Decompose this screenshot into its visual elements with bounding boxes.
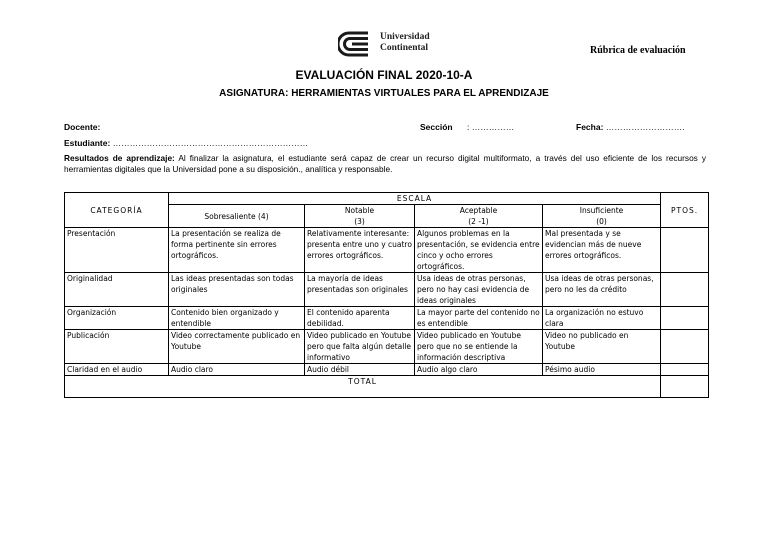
total-row (65, 376, 709, 398)
category-cell: Originalidad (65, 273, 169, 307)
table-header-row (65, 193, 709, 205)
criteria-cell: La mayor parte del contenido no es entendible (415, 307, 543, 330)
document-subtitle: ASIGNATURA: HERRAMIENTAS VIRTUALES PARA EL APRENDIZAJE (219, 88, 549, 99)
rubric-label: Rúbrica de evaluación (590, 45, 686, 56)
seccion-value: : …………… (466, 122, 515, 132)
table-row (65, 330, 709, 364)
level-header: Sobresaliente (4) (169, 205, 305, 228)
fecha-field (576, 122, 685, 132)
criteria-cell: El contenido aparenta debilidad. (305, 307, 415, 330)
category-header: CATEGORÍA (65, 193, 169, 228)
criteria-cell: Usa ideas de otras personas, pero no hay casi evidencia de ideas originales (415, 273, 543, 307)
seccion-label: Sección (420, 122, 453, 132)
criteria-cell: Relativamente interesante: presenta entre uno y cuatro errores ortográficos. (305, 228, 415, 273)
university-name-line1: Universidad (380, 32, 430, 42)
category-cell: Presentación (65, 228, 169, 273)
university-name-line2: Continental (380, 43, 429, 53)
total-points-cell[interactable] (661, 376, 709, 398)
learning-outcomes-text: Al finalizar la asignatura, el estudiante será capaz de crear un recurso digital multiformato, a través del uso eficiente de los recursos y herramientas digitales que la Universidad pone a su disposición., analítica y responsable. (64, 153, 706, 174)
criteria-cell: Pésimo audio (543, 364, 661, 376)
criteria-cell: Las ideas presentadas son todas originales (169, 273, 305, 307)
category-cell: Claridad en el audio (65, 364, 169, 376)
rubric-table (64, 192, 709, 398)
fecha-value: ………………………. (603, 122, 685, 132)
criteria-cell: Mal presentada y se evidencian más de nueve errores ortográficos. (543, 228, 661, 273)
criteria-cell: Video publicado en Youtube pero que falta algún detalle informativo (305, 330, 415, 364)
learning-outcomes-label: Resultados de aprendizaje: (64, 153, 175, 163)
criteria-cell: La presentación se realiza de forma pertinente sin errores ortográficos. (169, 228, 305, 273)
estudiante-label: Estudiante: (64, 138, 111, 148)
points-cell[interactable] (661, 228, 709, 273)
criteria-cell: La mayoría de ideas presentadas son originales (305, 273, 415, 307)
scale-header: ESCALA (169, 193, 661, 205)
estudiante-field (64, 138, 308, 148)
table-row (65, 228, 709, 273)
category-cell: Publicación (65, 330, 169, 364)
points-cell[interactable] (661, 330, 709, 364)
criteria-cell: Video no publicado en Youtube (543, 330, 661, 364)
level-header: Insuficiente (0) (543, 205, 661, 228)
university-logo-icon (338, 30, 374, 58)
criteria-cell: Audio algo claro (415, 364, 543, 376)
category-cell: Organización (65, 307, 169, 330)
document-title: EVALUACIÓN FINAL 2020-10-A (295, 68, 473, 82)
criteria-cell: Audio débil (305, 364, 415, 376)
table-row (65, 273, 709, 307)
criteria-cell: Video correctamente publicado en Youtube (169, 330, 305, 364)
seccion-field (420, 122, 514, 132)
level-header: Notable (3) (305, 205, 415, 228)
points-header: PTOS. (661, 193, 709, 228)
points-cell[interactable] (661, 307, 709, 330)
docente-label: Docente: (64, 122, 101, 132)
criteria-cell: Algunos problemas en la presentación, se evidencia entre cinco y ocho errores ortográficos. (415, 228, 543, 273)
estudiante-value: …………………………………………………………… (110, 138, 309, 148)
criteria-cell: Video publicado en Youtube pero que no se entiende la información descriptiva (415, 330, 543, 364)
table-row (65, 307, 709, 330)
fecha-label: Fecha: (576, 122, 604, 132)
criteria-cell: Contenido bien organizado y entendible (169, 307, 305, 330)
total-label: TOTAL (65, 376, 661, 398)
table-row (65, 364, 709, 376)
criteria-cell: La organización no estuvo clara (543, 307, 661, 330)
level-header: Aceptable (2 -1) (415, 205, 543, 228)
points-cell[interactable] (661, 364, 709, 376)
learning-outcomes (64, 153, 706, 175)
criteria-cell: Audio claro (169, 364, 305, 376)
criteria-cell: Usa ideas de otras personas, pero no les da crédito (543, 273, 661, 307)
university-logo (338, 30, 438, 58)
points-cell[interactable] (661, 273, 709, 307)
